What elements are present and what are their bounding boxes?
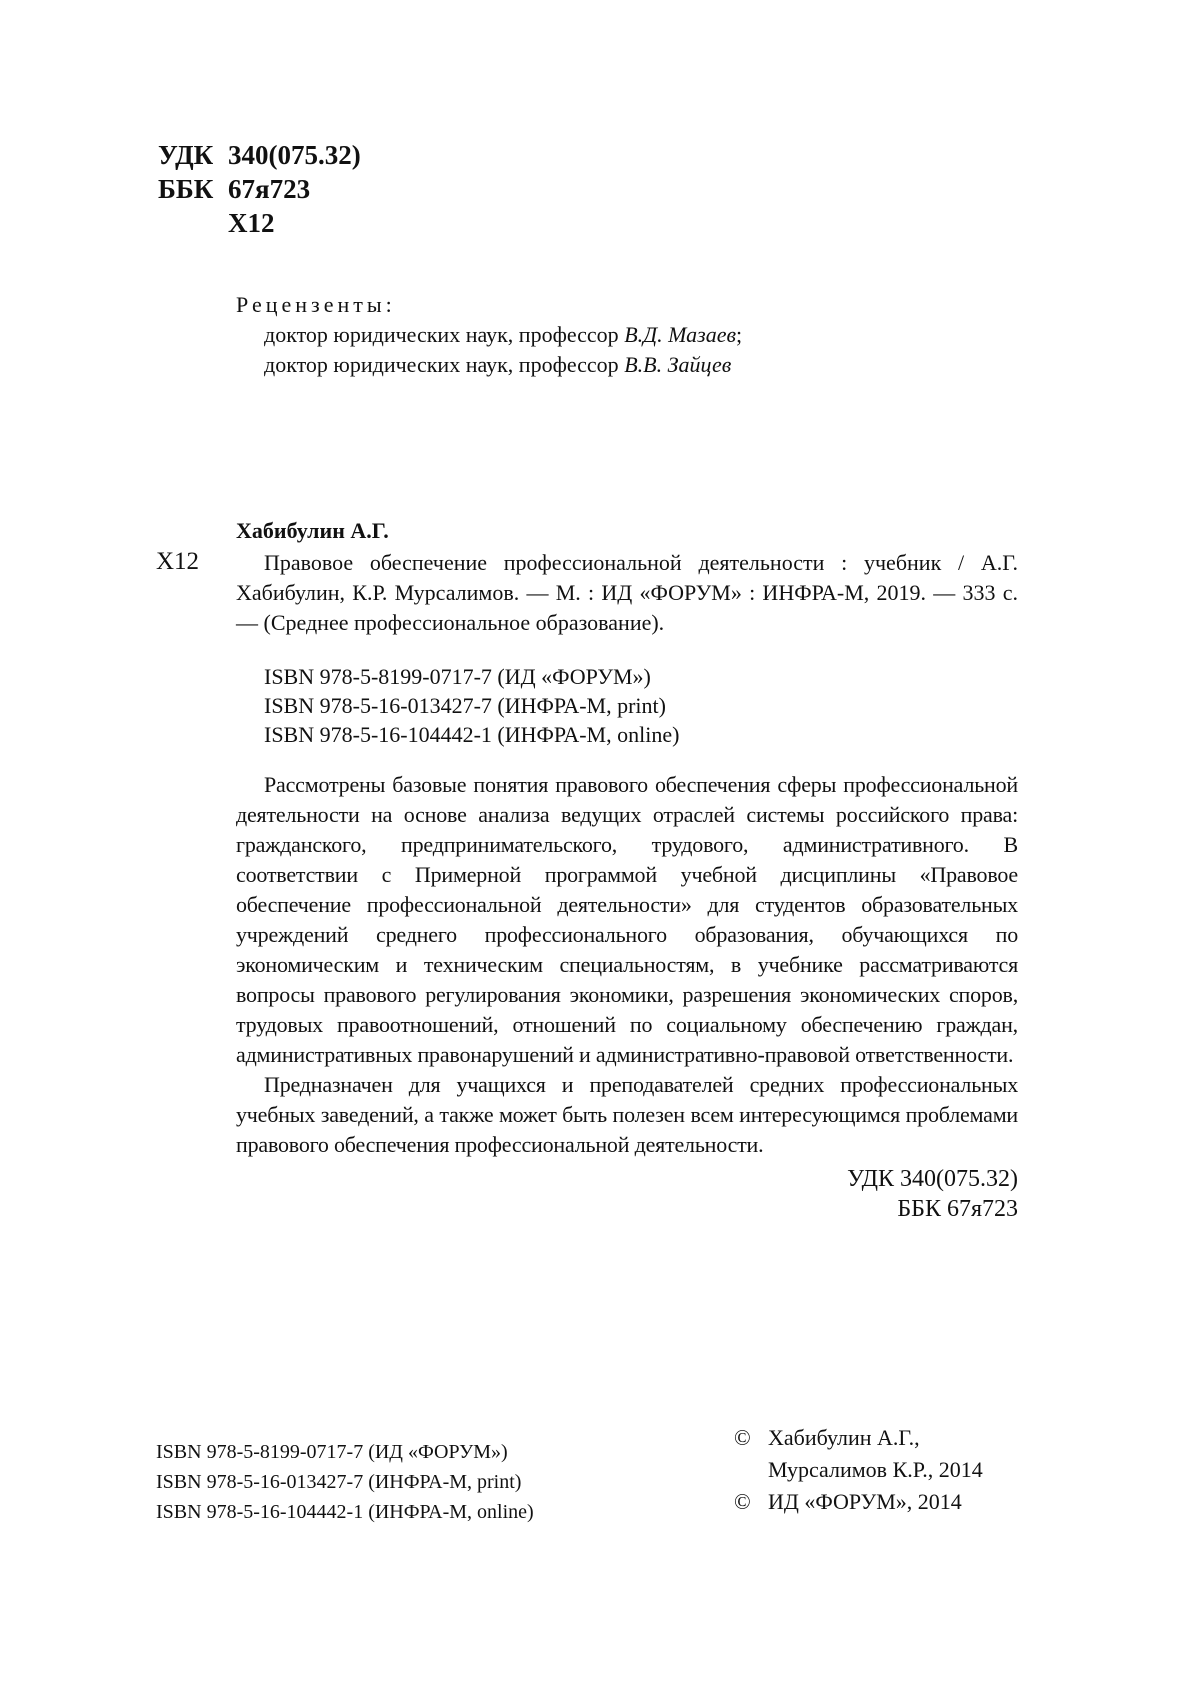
isbn-infra-print: ISBN 978-5-16-013427-7 (ИНФРА-М, print) (264, 693, 666, 718)
copyright-icon: © (734, 1489, 751, 1514)
isbn-list (264, 662, 679, 749)
reviewers-title: Рецензенты: (236, 292, 396, 317)
copyright-line-1: © Хабибулин А.Г., (734, 1422, 983, 1454)
reviewers-block (236, 290, 742, 380)
footer-isbn-infra-print: ISBN 978-5-16-013427-7 (ИНФРА-М, print) (156, 1471, 522, 1493)
footer-isbn-forum: ISBN 978-5-8199-0717-7 (ИД «ФОРУМ») (156, 1441, 508, 1463)
footer-isbn-infra-online: ISBN 978-5-16-104442-1 (ИНФРА-М, online) (156, 1501, 534, 1523)
copyright-block (734, 1422, 983, 1518)
author-heading: Хабибулин А.Г. (236, 518, 389, 543)
reviewer-1: доктор юридических наук, профессор В.Д. Мазаев; (264, 322, 743, 347)
udk-value: 340(075.32) (228, 140, 361, 170)
isbn-infra-online: ISBN 978-5-16-104442-1 (ИНФРА-М, online) (264, 722, 680, 747)
udk-bottom: УДК 340(075.32) (847, 1166, 1018, 1192)
bbk-bottom: ББК 67я723 (897, 1196, 1018, 1222)
classification-header (158, 138, 361, 240)
reviewer-2-name: В.В. Зайцев (624, 352, 732, 377)
copyright-line-2: Мурсалимов К.Р., 2014 (768, 1457, 983, 1482)
copyright-line-3: © ИД «ФОРУМ», 2014 (734, 1486, 983, 1518)
isbn-forum: ISBN 978-5-8199-0717-7 (ИД «ФОРУМ») (264, 664, 651, 689)
reviewer-2: доктор юридических наук, профессор В.В. Зайцев (264, 352, 732, 377)
annotation (236, 770, 1018, 1160)
footer-isbn-list (156, 1437, 534, 1527)
bibliographic-text: Правовое обеспечение профессиональной деятельности : учебник / А.Г. Хабибулин, К.Р. Мурсалимов. — М. : ИД «ФОРУМ» : ИНФРА-М, 2019. — 333 с. — (Среднее профессиональное образование). (236, 550, 1018, 635)
classification-bottom (760, 1164, 1018, 1224)
author-mark: Х12 (228, 208, 275, 238)
udk-row (158, 138, 361, 172)
bibliographic-description (236, 548, 1018, 638)
annotation-paragraph-1: Рассмотрены базовые понятия правового обеспечения сферы профессиональной деятельности на основе анализа ведущих отраслей системы российского права: гражданского, предпринимательского, трудового, административного. В соответствии с Примерной программой учебной дисциплины «Правовое обеспечение профессиональной деятельности» для студентов образовательных учреждений среднего профессионального образования, обучающихся по экономическим и техническим специальностям, в учебнике рассматриваются вопросы правового регулирования экономики, разрешения экономических споров, трудовых правоотношений, отношений по социальному обеспечению граждан, административных правонарушений и административно-правовой ответственности. (236, 772, 1018, 1067)
copyright-icon: © (734, 1425, 751, 1450)
bbk-row (158, 172, 361, 206)
bbk-value: 67я723 (228, 174, 311, 204)
bbk-label: ББК (158, 174, 214, 204)
udk-label: УДК (158, 140, 214, 170)
reviewer-1-name: В.Д. Мазаев (624, 322, 737, 347)
author-code: Х12 (156, 548, 200, 575)
annotation-paragraph-2: Предназначен для учащихся и преподавателей средних профессиональных учебных заведений, а также может быть полезен всем интересующимся проблемами правового обеспечения профессиональной деятельности. (236, 1072, 1018, 1157)
author-mark-row (158, 206, 361, 240)
